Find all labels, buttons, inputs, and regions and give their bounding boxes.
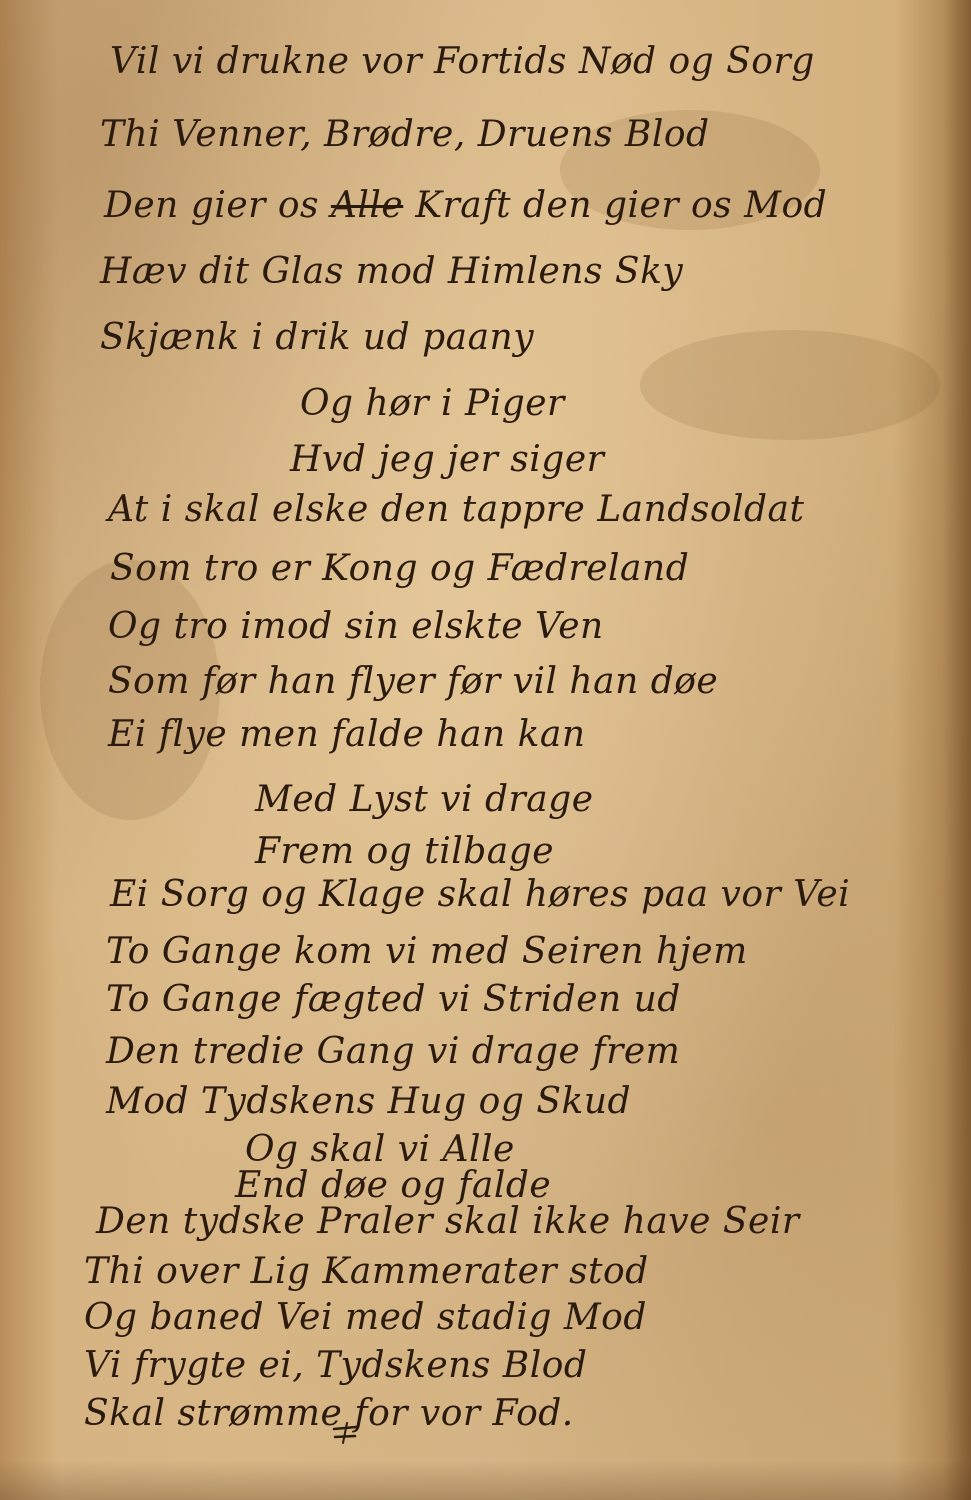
chorus-line: End døe og falde [235, 1165, 552, 1206]
page-edge-shadow [0, 1460, 971, 1500]
verse-text: Kraft den gier os Mod [403, 185, 828, 226]
verse-line: Den tredie Gang vi drage frem [106, 1031, 681, 1072]
verse-line: Den tydske Praler skal ikke have Seir [96, 1201, 800, 1242]
verse-line: Ei Sorg og Klage skal høres paa vor Vei [110, 874, 851, 915]
verse-line [104, 184, 827, 228]
paper-stain [640, 330, 940, 440]
verse-line: Thi over Lig Kammerater stod [84, 1251, 649, 1292]
verse-line: Vil vi drukne vor Fortids Nød og Sorg [110, 41, 815, 82]
struck-word: Alle [330, 185, 404, 226]
verse-line: Vi frygte ei, Tydskens Blod [84, 1345, 588, 1386]
verse-line: At i skal elske den tappre Landsoldat [108, 489, 805, 530]
chorus-line: Og skal vi Alle [245, 1129, 515, 1170]
chorus-line: Og hør i Piger [300, 383, 565, 424]
page-edge-shadow [943, 0, 971, 1500]
verse-line: Mod Tydskens Hug og Skud [106, 1081, 632, 1122]
chorus-line: Med Lyst vi drage [255, 779, 594, 820]
verse-text: Den gier os [104, 185, 331, 226]
verse-line: Skal strømme for vor Fod. [84, 1393, 574, 1434]
chorus-line: Frem og tilbage [255, 831, 555, 872]
verse-line: Thi Venner, Brødre, Druens Blod [100, 114, 710, 155]
verse-line: Og baned Vei med stadig Mod [84, 1297, 647, 1338]
verse-line: Og tro imod sin elskte Ven [108, 606, 604, 647]
verse-line: Skjænk i drik ud paany [100, 317, 535, 358]
chorus-line: Hvd jeg jer siger [290, 439, 605, 480]
verse-line: Ei flye men falde han kan [108, 714, 586, 755]
verse-text [104, 185, 827, 226]
verse-line: To Gange kom vi med Seiren hjem [106, 931, 748, 972]
verse-line: To Gange fægted vi Striden ud [106, 979, 681, 1020]
verse-line: Som tro er Kong og Fædreland [110, 548, 690, 589]
verse-line: Hæv dit Glas mod Himlens Sky [100, 251, 684, 292]
end-mark-icon [330, 1418, 360, 1448]
verse-line: Som før han flyer før vil han døe [108, 661, 719, 702]
